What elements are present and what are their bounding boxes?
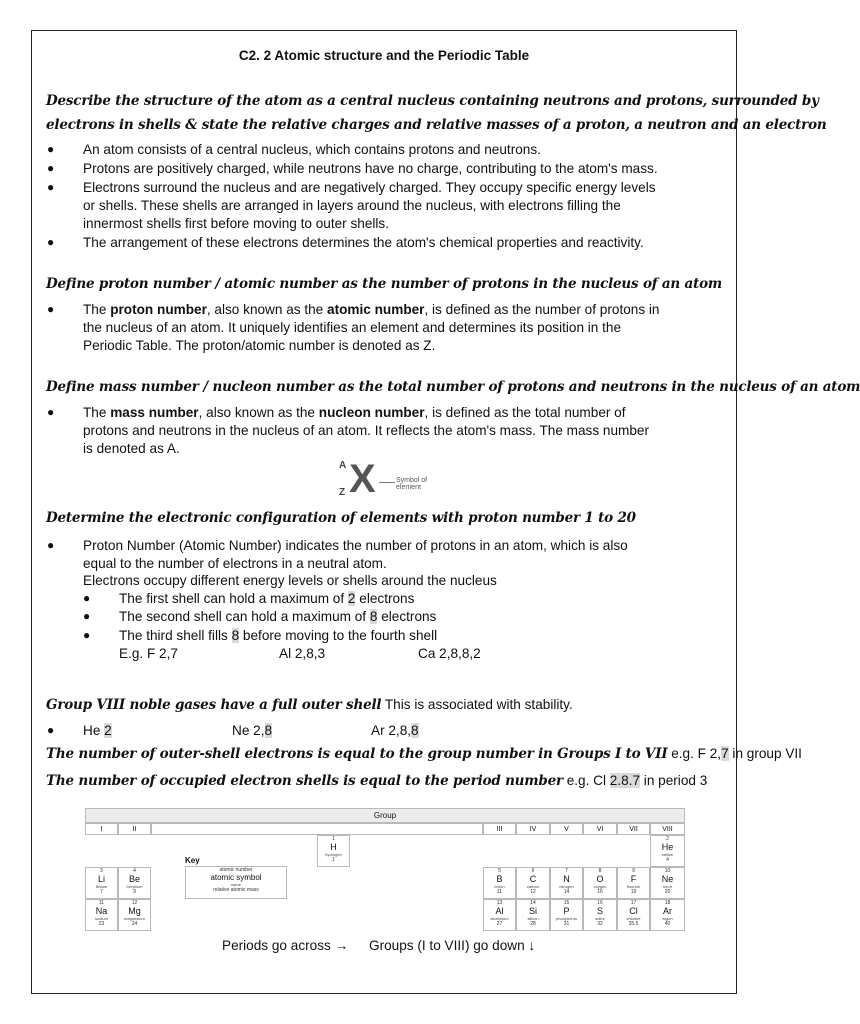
bullet-icon: ●: [83, 628, 91, 642]
bullet-icon: ●: [47, 180, 55, 194]
s4-line1: Proton Number (Atomic Number) indicates the number of protons in an atom, which is also: [83, 538, 628, 553]
group-label-VIII: VIII: [650, 823, 685, 835]
s3-line2: protons and neutrons in the nucleus of an atom. It reflects the atom's mass. The mass number: [83, 423, 650, 438]
group-header: Group: [85, 808, 685, 823]
period-number-rule: The number of occupied electron shells is equal to the period number e.g. Cl 2.8.7 in period 3: [46, 773, 708, 789]
group-number-rule: The number of outer-shell electrons is equal to the group number in Groups I to VII e.g. F 2,7 in group VII: [46, 746, 802, 762]
pointer-line: [379, 482, 395, 483]
bullet-icon: ●: [47, 538, 55, 552]
element-sulfur: 16 S sulfur 32: [583, 899, 617, 931]
element-fluorine: 9 F fluorine 19: [617, 867, 650, 899]
element-nitrogen: 7 N nitrogen 14: [550, 867, 583, 899]
element-chlorine: 17 Cl chlorine 35.5: [617, 899, 650, 931]
element-helium: 2 He helium 4: [650, 835, 685, 867]
element-symbol: X: [349, 457, 376, 501]
s4-line3: Electrons occupy different energy levels or shells around the nucleus: [83, 573, 497, 588]
group-label-I: I: [85, 823, 118, 835]
group-label-II: II: [118, 823, 151, 835]
group-label-III: III: [483, 823, 516, 835]
group-label-VII: VII: [617, 823, 650, 835]
s3-line1: The mass number, also known as the nucleon number, is defined as the total number of: [83, 405, 626, 420]
section5-heading-line: Group VIII noble gases have a full outer shell This is associated with stability.: [46, 697, 573, 713]
bullet-icon: ●: [83, 591, 91, 605]
key-box: atomic number atomic symbol name relative atomic mass: [185, 866, 287, 899]
nuclide-notation-diagram: [339, 457, 439, 502]
group-label-VI: VI: [583, 823, 617, 835]
shell2-rule: The second shell can hold a maximum of 8 electrons: [119, 609, 437, 624]
example-calcium: Ca 2,8,8,2: [418, 646, 481, 661]
s2-line2: the nucleus of an atom. It uniquely identifies an element and determines its position in the: [83, 320, 622, 335]
periodic-table: [85, 808, 685, 932]
group-label-V: V: [550, 823, 583, 835]
element-boron: 5 B boron 11: [483, 867, 516, 899]
example-aluminium: Al 2,8,3: [279, 646, 326, 661]
bullet-icon: ●: [47, 235, 55, 249]
s3-line3: is denoted as A.: [83, 441, 180, 456]
section1-heading-line1: Describe the structure of the atom as a central nucleus containing neutrons and protons, surrounded by: [46, 93, 819, 109]
groups-caption: Groups (I to VIII) go down ↓: [369, 938, 536, 953]
section1-heading-line2: electrons in shells & state the relative charges and relative masses of a proton, a neutron and an electron: [46, 117, 827, 133]
bullet-icon: ●: [47, 142, 55, 156]
bullet-icon: ●: [47, 723, 55, 737]
element-oxygen: 8 O oxygen 16: [583, 867, 617, 899]
example-fluorine: E.g. F 2,7: [119, 646, 178, 661]
bullet-icon: ●: [47, 161, 55, 175]
element-neon: 10 Ne neon 20: [650, 867, 685, 899]
s1-bullet-2: Protons are positively charged, while neutrons have no charge, contributing to the atom's mass.: [83, 161, 658, 176]
s1-bullet-3-line2: or shells. These shells are arranged in layers around the nucleus, with electrons filling the: [83, 198, 621, 213]
section2-heading: Define proton number / atomic number as the number of protons in the nucleus of an atom: [46, 276, 722, 292]
symbol-label-line1: Symbol of: [396, 477, 428, 484]
element-aluminium: 13 Al aluminium 27: [483, 899, 516, 931]
s2-line3: Periodic Table. The proton/atomic number is denoted as Z.: [83, 338, 436, 353]
element-hydrogen: 1 H hydrogen 1: [317, 835, 350, 867]
section3-heading: Define mass number / nucleon number as the total number of protons and neutrons in the nucleus of an atom: [46, 379, 860, 395]
page-title: C2. 2 Atomic structure and the Periodic Table: [238, 48, 530, 63]
section4-heading: Determine the electronic configuration of elements with proton number 1 to 20: [46, 510, 636, 526]
element-magnesium: 12 Mg magnesium 24: [118, 899, 151, 931]
element-carbon: 6 C carbon 12: [516, 867, 550, 899]
key-title: Key: [185, 856, 200, 865]
bullet-icon: ●: [47, 302, 55, 316]
element-sodium: 11 Na sodium 23: [85, 899, 118, 931]
s1-bullet-4: The arrangement of these electrons determines the atom's chemical properties and reactivity.: [83, 235, 644, 250]
group-label-IV: IV: [516, 823, 550, 835]
periods-caption: Periods go across →: [222, 938, 349, 953]
s1-bullet-1: An atom consists of a central nucleus, which contains protons and neutrons.: [83, 142, 541, 157]
s4-line2: equal to the number of electrons in a neutral atom.: [83, 556, 387, 571]
bullet-icon: ●: [83, 609, 91, 623]
symbol-label-line2: element: [396, 484, 421, 491]
element-phosphorus: 15 P phosphorus 31: [550, 899, 583, 931]
group-spacer: [151, 823, 483, 835]
s2-line1: The proton number, also known as the atomic number, is defined as the number of protons in: [83, 302, 660, 317]
element-lithium: 3 Li lithium 7: [85, 867, 118, 899]
bullet-icon: ●: [47, 405, 55, 419]
helium-config: He 2: [83, 723, 112, 738]
s1-bullet-3-line3: innermost shells first before moving to outer shells.: [83, 216, 389, 231]
argon-config: Ar 2,8,8: [371, 723, 419, 738]
proton-number-symbol: Z: [339, 487, 346, 498]
neon-config: Ne 2,8: [232, 723, 273, 738]
element-beryllium: 4 Be beryllium 9: [118, 867, 151, 899]
shell3-rule: The third shell fills 8 before moving to the fourth shell: [119, 628, 438, 643]
shell1-rule: The first shell can hold a maximum of 2 electrons: [119, 591, 415, 606]
element-silicon: 14 Si silicon 28: [516, 899, 550, 931]
element-argon: 18 Ar argon 40: [650, 899, 685, 931]
mass-number-symbol: A: [339, 460, 347, 471]
s1-bullet-3-line1: Electrons surround the nucleus and are negatively charged. They occupy specific energy levels: [83, 180, 656, 195]
